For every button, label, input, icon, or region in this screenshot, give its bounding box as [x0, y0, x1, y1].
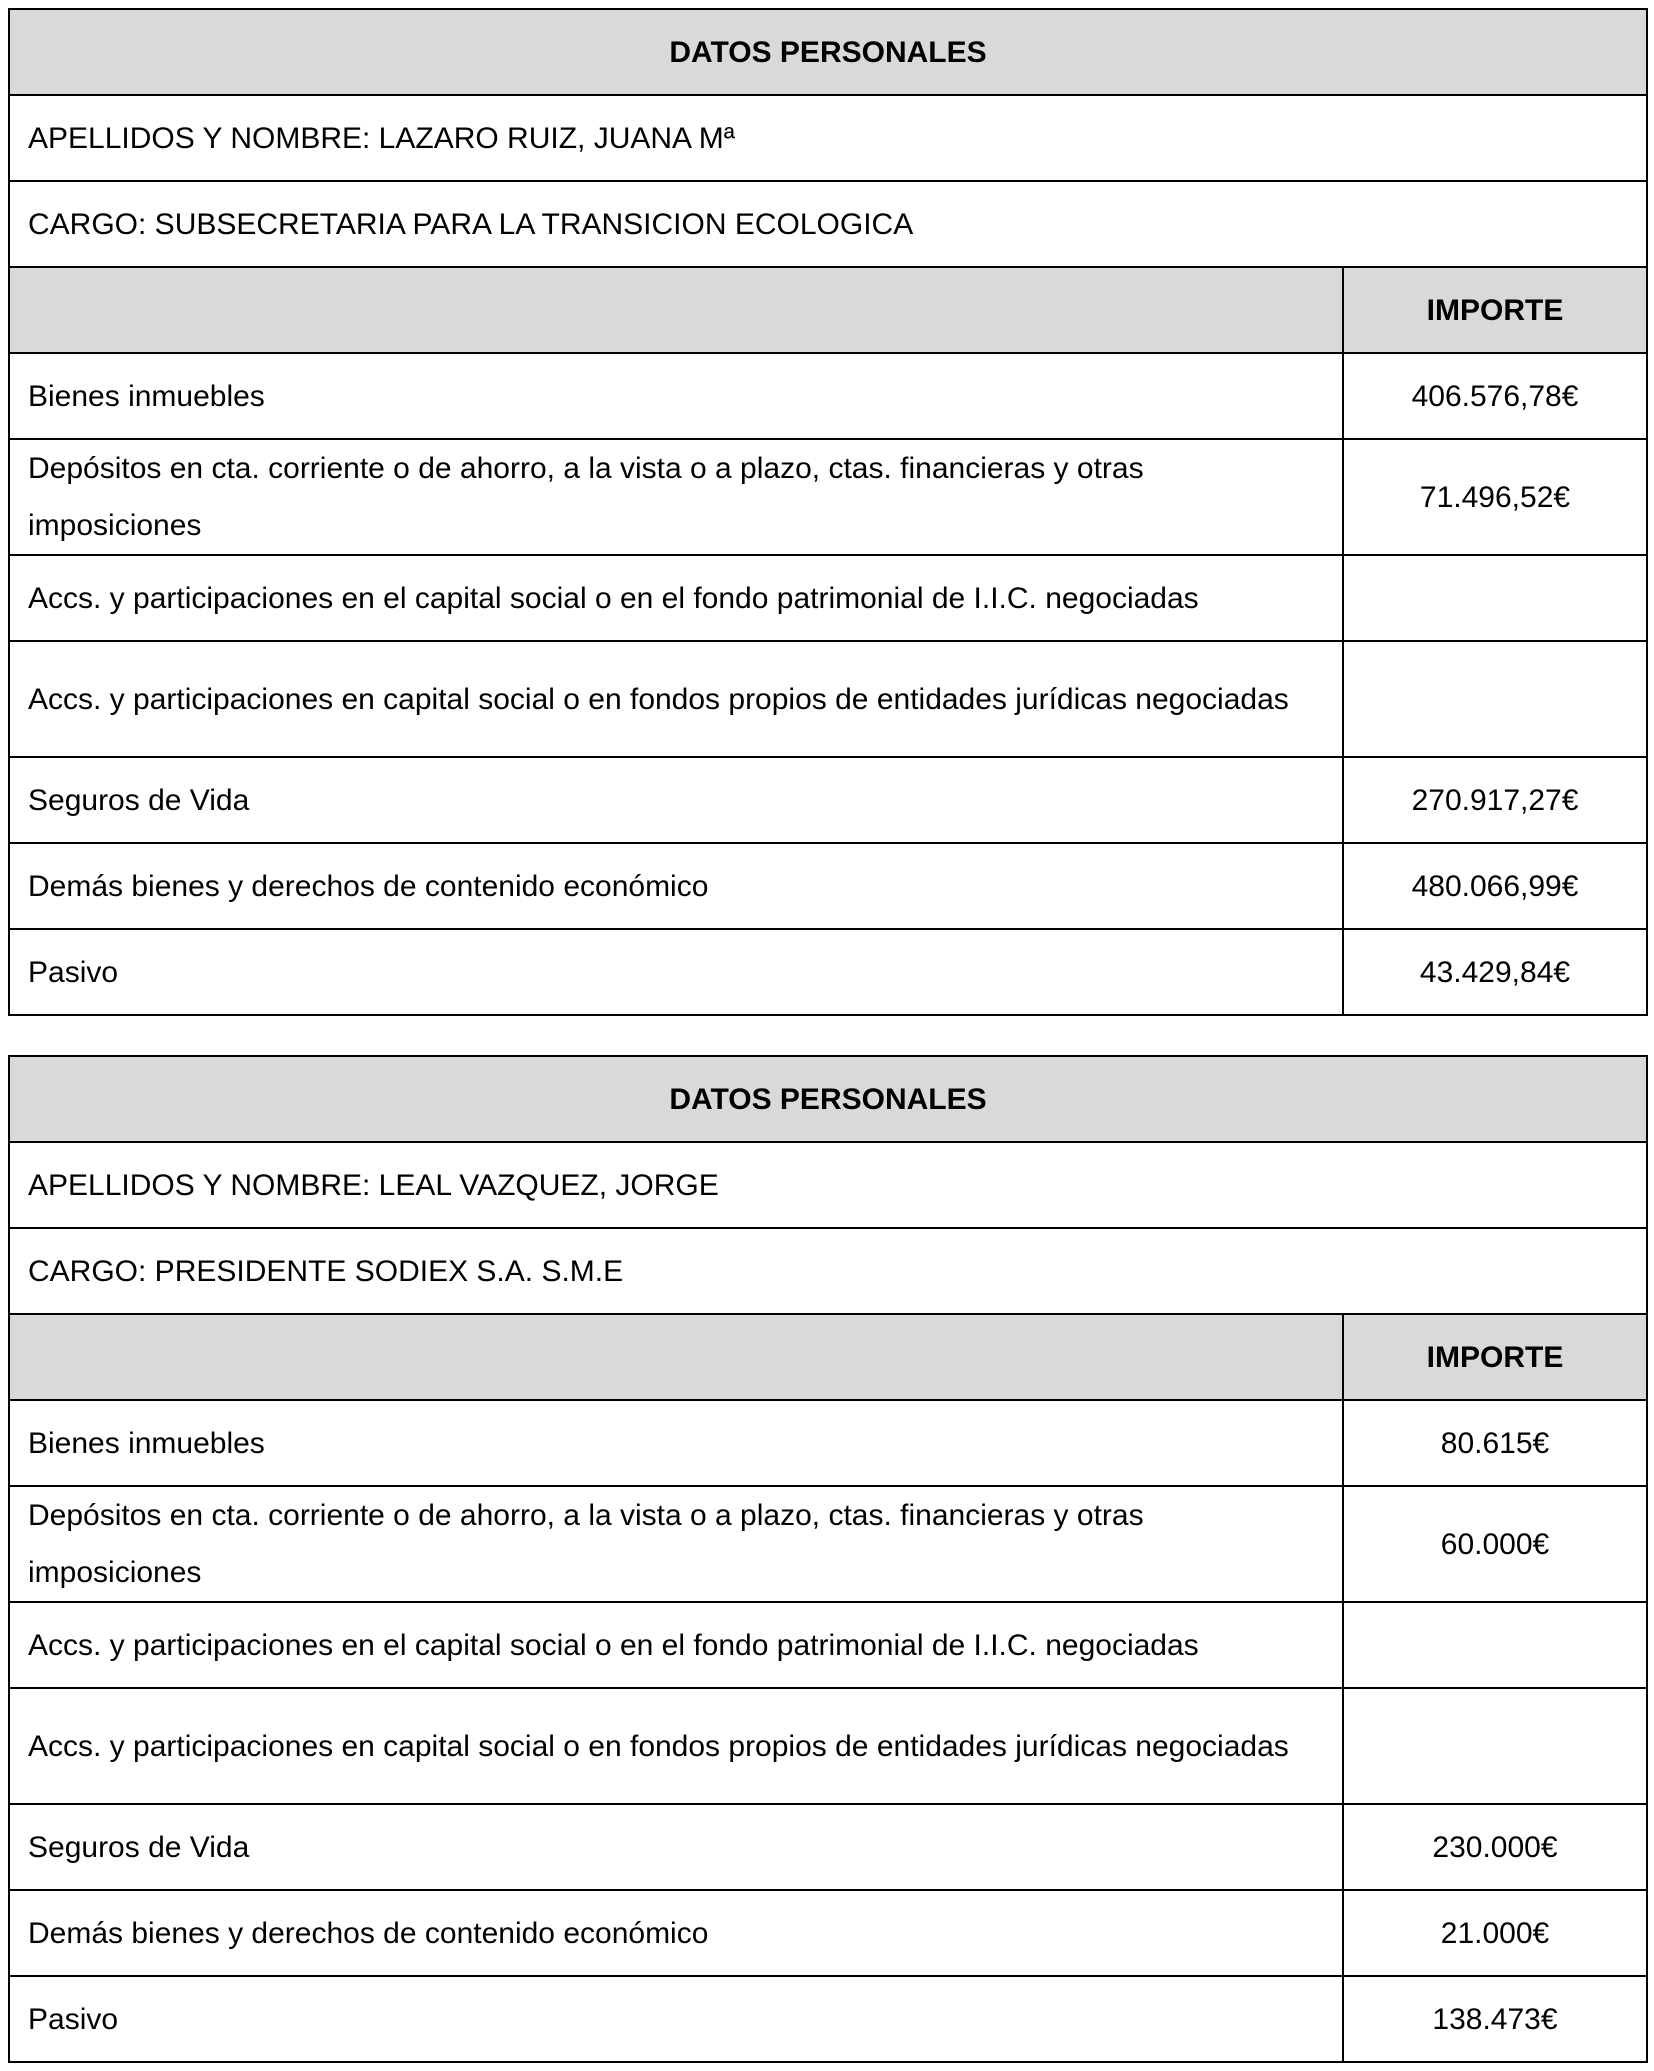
amount-cell: 43.429,84€ — [1343, 929, 1647, 1015]
section-title: DATOS PERSONALES — [9, 1056, 1647, 1142]
position-line: CARGO: PRESIDENTE SODIEX S.A. S.M.E — [9, 1228, 1647, 1314]
table-row — [9, 1688, 1647, 1804]
concept-cell: Depósitos en cta. corriente o de ahorro, a la vista o a plazo, ctas. financieras y otras imposiciones — [9, 1486, 1343, 1602]
table-row — [9, 1890, 1647, 1976]
table-row — [9, 555, 1647, 641]
concept-header-blank — [9, 267, 1343, 353]
table-row — [9, 1976, 1647, 2062]
concept-cell: Demás bienes y derechos de contenido económico — [9, 1890, 1343, 1976]
table-row — [9, 353, 1647, 439]
table-row — [9, 1804, 1647, 1890]
amount-cell: 21.000€ — [1343, 1890, 1647, 1976]
concept-cell: Pasivo — [9, 1976, 1343, 2062]
table-row — [9, 439, 1647, 555]
section-title: DATOS PERSONALES — [9, 9, 1647, 95]
amount-header: IMPORTE — [1343, 267, 1647, 353]
table-row — [9, 641, 1647, 757]
name-line: APELLIDOS Y NOMBRE: LAZARO RUIZ, JUANA Mª — [9, 95, 1647, 181]
concept-cell: Bienes inmuebles — [9, 353, 1343, 439]
amount-cell: 406.576,78€ — [1343, 353, 1647, 439]
amount-cell: 480.066,99€ — [1343, 843, 1647, 929]
concept-cell: Seguros de Vida — [9, 1804, 1343, 1890]
amount-cell: 60.000€ — [1343, 1486, 1647, 1602]
concept-cell: Accs. y participaciones en el capital social o en el fondo patrimonial de I.I.C. negociadas — [9, 1602, 1343, 1688]
amount-cell — [1343, 1602, 1647, 1688]
concept-cell: Accs. y participaciones en el capital social o en el fondo patrimonial de I.I.C. negociadas — [9, 555, 1343, 641]
declaration-record-2 — [8, 1055, 1646, 2063]
table-row — [9, 1602, 1647, 1688]
concept-cell: Pasivo — [9, 929, 1343, 1015]
concept-header-blank — [9, 1314, 1343, 1400]
table-row — [9, 843, 1647, 929]
amount-cell: 138.473€ — [1343, 1976, 1647, 2062]
table-row — [9, 1486, 1647, 1602]
table-row — [9, 757, 1647, 843]
amount-cell: 270.917,27€ — [1343, 757, 1647, 843]
concept-cell: Accs. y participaciones en capital social o en fondos propios de entidades jurídicas negociadas — [9, 1688, 1343, 1804]
position-line: CARGO: SUBSECRETARIA PARA LA TRANSICION ECOLOGICA — [9, 181, 1647, 267]
concept-cell: Demás bienes y derechos de contenido económico — [9, 843, 1343, 929]
amount-cell: 80.615€ — [1343, 1400, 1647, 1486]
concept-cell: Bienes inmuebles — [9, 1400, 1343, 1486]
concept-cell: Accs. y participaciones en capital social o en fondos propios de entidades jurídicas negociadas — [9, 641, 1343, 757]
amount-cell — [1343, 555, 1647, 641]
name-line: APELLIDOS Y NOMBRE: LEAL VAZQUEZ, JORGE — [9, 1142, 1647, 1228]
concept-cell: Seguros de Vida — [9, 757, 1343, 843]
declaration-table-1 — [8, 8, 1648, 1016]
declaration-record-1 — [8, 8, 1646, 1016]
amount-header: IMPORTE — [1343, 1314, 1647, 1400]
concept-cell: Depósitos en cta. corriente o de ahorro, a la vista o a plazo, ctas. financieras y otras imposiciones — [9, 439, 1343, 555]
table-row — [9, 1400, 1647, 1486]
amount-cell: 71.496,52€ — [1343, 439, 1647, 555]
amount-cell — [1343, 1688, 1647, 1804]
amount-cell — [1343, 641, 1647, 757]
amount-cell: 230.000€ — [1343, 1804, 1647, 1890]
declaration-table-2 — [8, 1055, 1648, 2063]
table-row — [9, 929, 1647, 1015]
